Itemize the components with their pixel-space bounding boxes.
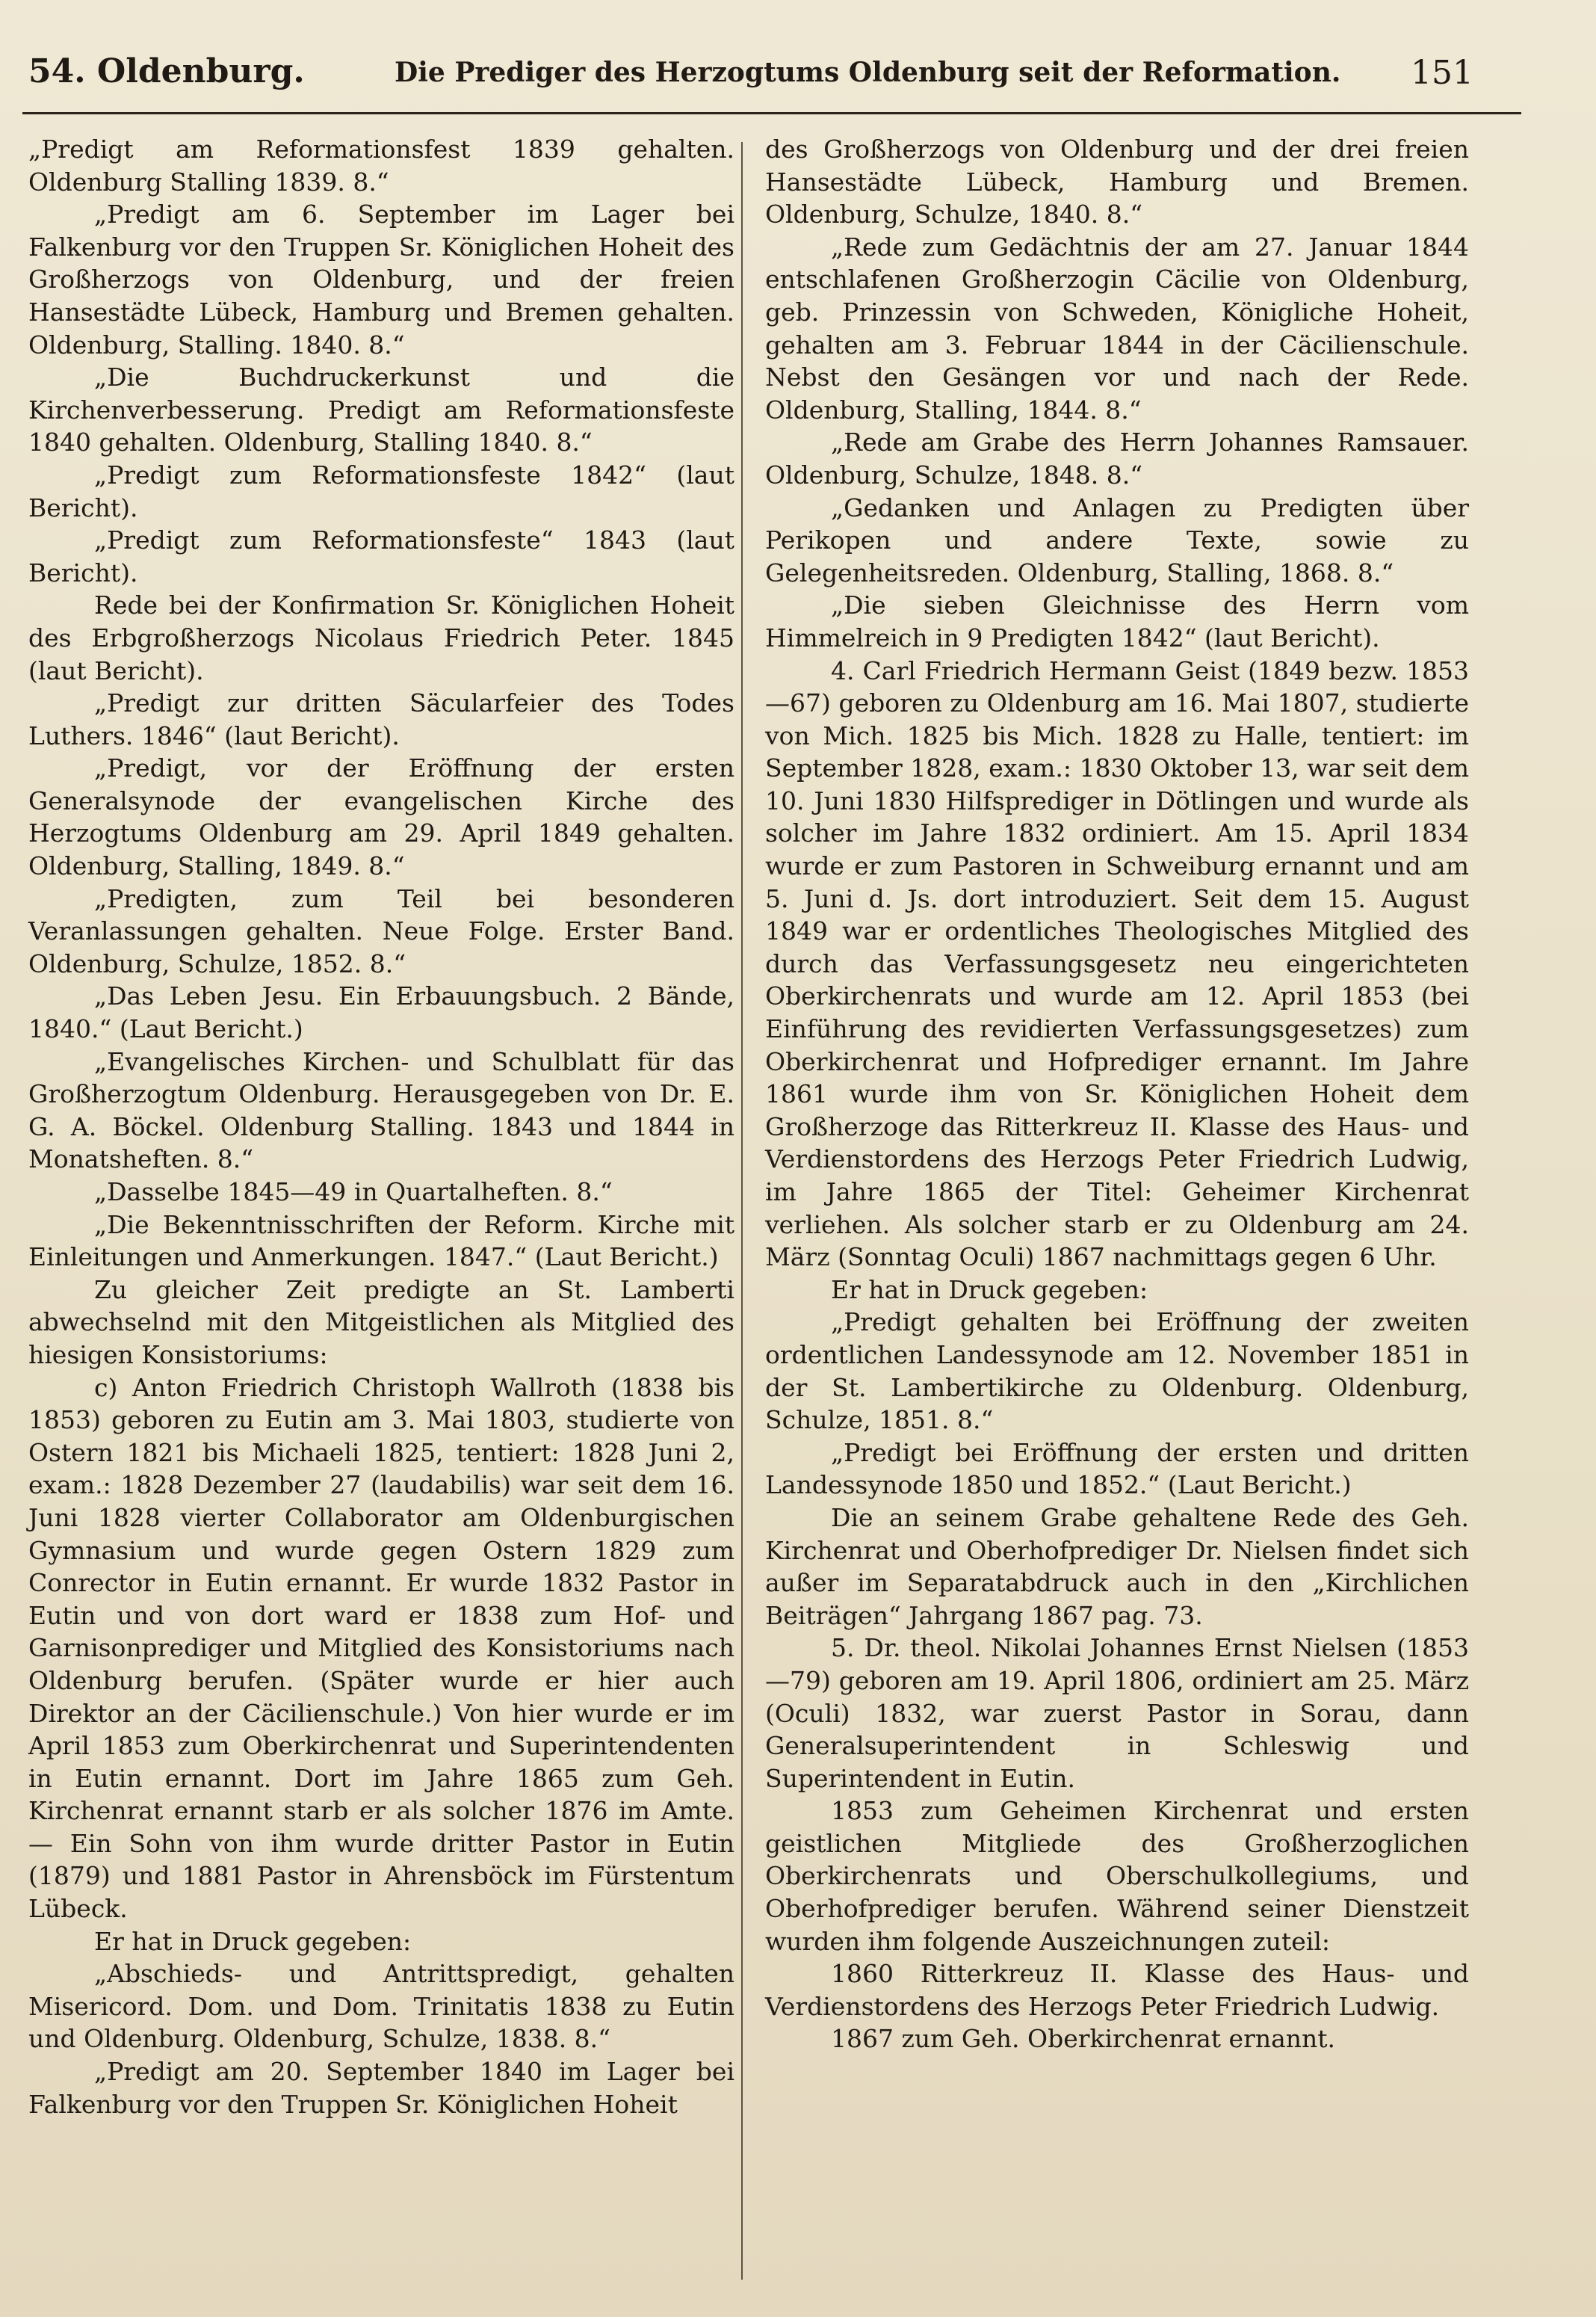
header-rule xyxy=(22,112,1521,114)
paragraph: Die an seinem Grabe gehaltene Rede des Geh. Kirchenrat und Oberhofprediger Dr. Nielsen findet sich außer im Separatabdruck auch in den „Kirchlichen Beiträgen“ Jahrgang 1867 pag. 73. xyxy=(765,1502,1469,1630)
paragraph: „Die Buchdruckerkunst und die Kirchenverbesserung. Predigt am Reformationsfeste 1840 gehalten. Oldenburg, Stalling 1840. 8.“ xyxy=(28,362,734,457)
paragraph: 4. Carl Friedrich Hermann Geist (1849 bezw. 1853—67) geboren zu Oldenburg am 16. Mai 1807, studierte von Mich. 1825 bis Mich. 1828 zu Halle, tentiert: im September 1828, exam.: 1830 Oktober 13, war seit dem 10. Juni 1830 Hilfsprediger in Dötlingen und wurde als solcher im Jahre 1832 ordiniert. Am 15. April 1834 wurde er zum Pastoren in Schweiburg ernannt und am 5. Juni d. Js. dort introduziert. Seit dem 15. August 1849 war er ordentliches Theologisches Mitglied des durch das Verfassungsgesetz neu eingerichteten Oberkirchenrats und wurde am 12. April 1853 (bei Einführung des revidierten Verfassungsgesetzes) zum Oberkirchenrat und Hofprediger ernannt. Im Jahre 1861 wurde ihm von Sr. Königlichen Hoheit dem Großherzoge das Ritterkreuz II. Klasse des Haus- und Verdienstordens des Herzogs Peter Friedrich Ludwig, im Jahre 1865 der Titel: Geheimer Kirchenrat verliehen. Als solcher starb er zu Oldenburg am 24. März (Sonntag Oculi) 1867 nachmittags gegen 6 Uhr. xyxy=(765,655,1469,1272)
header-section-title: 54. Oldenburg. xyxy=(28,52,305,90)
header-book-title: Die Prediger des Herzogtums Oldenburg seit der Reformation. xyxy=(395,57,1341,88)
paragraph: „Gedanken und Anlagen zu Predigten über Perikopen und andere Texte, sowie zu Gelegenheitsreden. Oldenburg, Stalling, 1868. 8.“ xyxy=(765,493,1469,587)
paragraph: „Rede am Grabe des Herrn Johannes Ramsauer. Oldenburg, Schulze, 1848. 8.“ xyxy=(765,428,1469,490)
paragraph: „Predigt, vor der Eröffnung der ersten Generalsynode der evangelischen Kirche des Herzogtums Oldenburg am 29. April 1849 gehalten. Oldenburg, Stalling, 1849. 8.“ xyxy=(28,753,734,881)
paragraph: 1853 zum Geheimen Kirchenrat und ersten geistlichen Mitgliede des Großherzoglichen Oberkirchenrats und Oberschulkollegiums, und Oberhofprediger berufen. Während seiner Dienstzeit wurden ihm folgende Auszeichnungen zuteil: xyxy=(765,1796,1469,1956)
paragraph: „Die sieben Gleichnisse des Herrn vom Himmelreich in 9 Predigten 1842“ (laut Bericht). xyxy=(765,590,1469,652)
paragraph: „Die Bekenntnisschriften der Reform. Kirche mit Einleitungen und Anmerkungen. 1847.“ (Laut Bericht.) xyxy=(28,1209,734,1272)
paragraph: „Predigt am 20. September 1840 im Lager bei Falkenburg vor den Truppen Sr. Königlichen Hoheit xyxy=(28,2057,734,2119)
paragraph: „Predigt gehalten bei Eröffnung der zweiten ordentlichen Landessynode am 12. November 1851 in der St. Lambertikirche zu Oldenburg. Oldenburg, Schulze, 1851. 8.“ xyxy=(765,1307,1469,1435)
paragraph: Rede bei der Konfirmation Sr. Königlichen Hoheit des Erbgroßherzogs Nicolaus Friedrich Peter. 1845 (laut Bericht). xyxy=(28,590,734,685)
paragraph: „Das Leben Jesu. Ein Erbauungsbuch. 2 Bände, 1840.“ (Laut Bericht.) xyxy=(28,981,734,1044)
paragraph: „Predigt zum Reformationsfeste“ 1843 (laut Bericht). xyxy=(28,525,734,587)
paragraph: des Großherzogs von Oldenburg und der drei freien Hansestädte Lübeck, Hamburg und Bremen. Oldenburg, Schulze, 1840. 8.“ xyxy=(765,135,1469,229)
page-number: 151 xyxy=(1411,54,1473,92)
paragraph: 1867 zum Geh. Oberkirchenrat ernannt. xyxy=(831,2024,1336,2054)
paragraph: Zu gleicher Zeit predigte an St. Lamberti abwechselnd mit den Mitgeistlichen als Mitglied des hiesigen Konsistoriums: xyxy=(28,1274,734,1369)
left-column xyxy=(28,133,734,2120)
paragraph: „Predigt am Reformationsfest 1839 gehalten. Oldenburg Stalling 1839. 8.“ xyxy=(28,135,734,197)
paragraph: „Predigt am 6. September im Lager bei Falkenburg vor den Truppen Sr. Königlichen Hoheit des Großherzogs von Oldenburg, und der freien Hansestädte Lübeck, Hamburg und Bremen gehalten. Oldenburg, Stalling. 1840. 8.“ xyxy=(28,200,734,360)
paragraph: „Predigt zur dritten Säcularfeier des Todes Luthers. 1846“ (laut Bericht). xyxy=(28,688,734,750)
paragraph: „Predigten, zum Teil bei besonderen Veranlassungen gehalten. Neue Folge. Erster Band. Oldenburg, Schulze, 1852. 8.“ xyxy=(28,883,734,978)
paragraph: „Predigt zum Reformationsfeste 1842“ (laut Bericht). xyxy=(28,460,734,522)
running-header xyxy=(28,52,1484,105)
column-divider xyxy=(741,142,743,2280)
paragraph: „Rede zum Gedächtnis der am 27. Januar 1844 entschlafenen Großherzogin Cäcilie von Oldenburg, geb. Prinzessin von Schweden, Königliche Hoheit, gehalten am 3. Februar 1844 in der Cäcilienschule. Nebst den Gesängen vor und nach der Rede. Oldenburg, Stalling, 1844. 8.“ xyxy=(765,232,1469,425)
paragraph: 5. Dr. theol. Nikolai Johannes Ernst Nielsen (1853—79) geboren am 19. April 1806, ordiniert am 25. März (Oculi) 1832, war zuerst Pastor in Sorau, dann Generalsuperintendent in Schleswig und Superintendent in Eutin. xyxy=(765,1633,1469,1793)
right-column xyxy=(765,133,1469,2055)
paragraph: 1860 Ritterkreuz II. Klasse des Haus- und Verdienstordens des Herzogs Peter Friedrich Ludwig. xyxy=(765,1959,1469,2021)
paragraph: „Dasselbe 1845—49 in Quartalheften. 8.“ xyxy=(94,1177,613,1206)
paragraph: „Evangelisches Kirchen- und Schulblatt für das Großherzogtum Oldenburg. Herausgegeben von Dr. E. G. A. Böckel. Oldenburg Stalling. 1843 und 1844 in Monatsheften. 8.“ xyxy=(28,1046,734,1174)
paragraph: Er hat in Druck gegeben: xyxy=(94,1926,412,1956)
paragraph: „Predigt bei Eröffnung der ersten und dritten Landessynode 1850 und 1852.“ (Laut Bericht.) xyxy=(765,1437,1469,1500)
paragraph: Er hat in Druck gegeben: xyxy=(831,1274,1148,1304)
paragraph: c) Anton Friedrich Christoph Wallroth (1838 bis 1853) geboren zu Eutin am 3. Mai 1803, studierte von Ostern 1821 bis Michaeli 1825, tentiert: 1828 Juni 2, exam.: 1828 Dezember 27 (laudabilis) war seit dem 16. Juni 1828 vierter Collaborator am Oldenburgischen Gymnasium und wurde gegen Ostern 1829 zum Conrector in Eutin ernannt. Er wurde 1832 Pastor in Eutin und von dort ward er 1838 zum Hof- und Garnisonprediger und Mitglied des Konsistoriums nach Oldenburg berufen. (Später wurde er hier auch Direktor an der Cäcilienschule.) Von hier wurde er im April 1853 zum Oberkirchenrat und Superintendenten in Eutin ernannt. Dort im Jahre 1865 zum Geh. Kirchenrat ernannt starb er als solcher 1876 im Amte. — Ein Sohn von ihm wurde dritter Pastor in Eutin (1879) und 1881 Pastor in Ahrensböck im Fürstentum Lübeck. xyxy=(28,1372,734,1924)
paragraph: „Abschieds- und Antrittspredigt, gehalten Misericord. Dom. und Dom. Trinitatis 1838 zu Eutin und Oldenburg. Oldenburg, Schulze, 1838. 8.“ xyxy=(28,1959,734,2054)
